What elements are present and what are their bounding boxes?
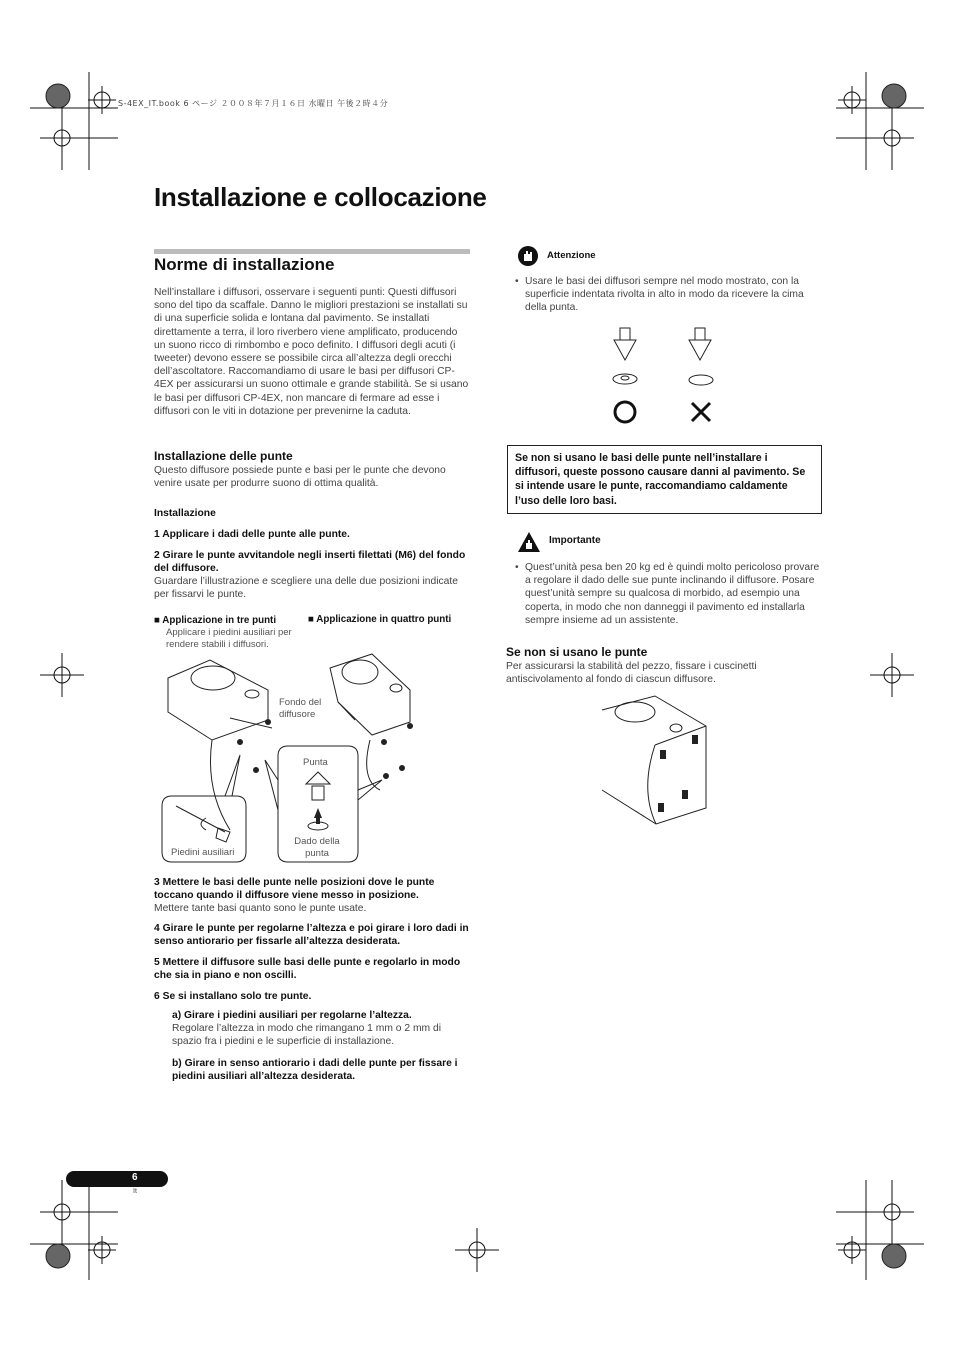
step-5: 5 Mettere il diffusore sulle basi delle punte e regolarlo in modo che sia in piano e non oscilli. [154,957,461,982]
fig-spike-label: Punta [303,757,328,768]
caution-bullet: • Usare le basi dei diffusori sempre nel modo mostrato, con la superficie indentata rivolta in alto in modo da ricevere la cima della punta. [515,275,820,315]
step-2: 2 Girare le punte avvitandole negli inserti filettati (M6) del fondo del diffusore. [154,550,466,575]
page-title: Installazione e collocazione [154,182,487,212]
step-2-note: Guardare l’illustrazione e scegliere una delle due posizioni indicate per fissarvi le punte. [154,576,458,601]
section-intro: Nell’installare i diffusori, osservare i seguenti punti: Questi diffusori sono del tipo da scaffale. Danno le migliori prestazioni se installati su di una superficie solida e lontana dal pavimento. Se installati direttamente a terra, il loro riverbero viene amplificato, producendo un suono ricco di rimbombo e poco definito. I diffusori degli acuti (i tweeter) devono essere se possibile circa all’altezza degli orecchi dell’ascoltatore. Raccomandiamo di usare le basi per diffusori CP-4EX per assicurarsi un suono ottimale e grande stabilità. Se si usano le basi per diffusori CP-4EX, non mancare di fermare ad esse i diffusori con le viti in dotazione per prevenirne la caduta. [154,287,469,417]
install-heading: Installazione [154,508,216,519]
page-badge [66,1171,168,1187]
step-6a: a) Girare i piedini ausiliari per regolarne l’altezza. [172,1010,412,1021]
spikes-heading: Installazione delle punte [154,449,293,463]
language-code: It [133,1188,137,1195]
fig-nut-label: Dado della punta [294,836,340,859]
page-number: 6 [132,1172,138,1183]
fig-aux-label: Piedini ausiliari [171,847,235,858]
app-three-label: ■ Applicazione in tre punti [154,615,277,626]
fig-bottom-label: Fondo del diffusore [279,697,322,720]
app-four-label: ■ Applicazione in quattro punti [308,614,452,625]
app-three-note: Applicare i piedini ausiliari per rendere stabili i diffusori. [166,627,292,650]
important-bullet-text: Quest’unità pesa ben 20 kg ed è quindi molto pericoloso provare a regolare il dado delle sue punte inclinando il diffusore. Posare quest’unità sempre su qualcosa di morbido, ad esempio una coperta, in modo che non danneggi il pavimento ed installarla sempre insieme ad un assistente. [525,562,820,626]
step-1: 1 Applicare i dadi delle punte alle punte. [154,529,350,540]
no-spikes-heading: Se non si usano le punte [506,645,648,659]
caution-label: Attenzione [547,250,596,261]
step-3-note: Mettere tante basi quanto sono le punte usate. [154,903,367,914]
app-three-text: Applicazione in tre punti [162,615,277,626]
step-6b: b) Girare in senso antiorario i dadi delle punte per fissare i piedini ausiliari all’altezza desiderata. [172,1058,458,1083]
section-title: Norme di installazione [154,255,335,274]
no-spikes-text: Per assicurarsi la stabilità del pezzo, fissare i cuscinetti antiscivolamento al fondo di ciascun diffusore. [506,661,757,686]
step-6: 6 Se si installano solo tre punte. [154,991,312,1002]
step-3: 3 Mettere le basi delle punte nelle posizioni dove le punte toccano quando il diffusore viene messo in posizione. [154,877,435,902]
step-4: 4 Girare le punte per regolarne l’altezza e poi girare i loro dadi in senso antiorario per fissarle all’altezza desiderata. [154,923,469,948]
warning-text: Se non si usano le basi delle punte nell’installare i diffusori, queste possono causare danni al pavimento. Se si intende usare le punte, raccomandiamo caldamente l’uso delle loro basi. [515,452,806,507]
spikes-text: Questo diffusore possiede punte e basi per le punte che devono venire usate per produrre suono di ottima qualità. [154,465,446,490]
caution-bullet-text: Usare le basi dei diffusori sempre nel modo mostrato, con la superficie indentata rivolta in alto in modo da ricevere la cima della punta. [525,276,804,314]
file-header: S-4EX_IT.book 6 ページ ２００８年７月１６日 水曜日 午後２時４分 [118,99,389,108]
step-6a-note: Regolare l’altezza in modo che rimangano 1 mm o 2 mm di spazio fra i piedini e le superficie di installazione. [172,1023,441,1048]
app-four-text: Applicazione in quattro punti [316,614,452,625]
important-label: Importante [549,535,601,546]
important-bullet: • Quest’unità pesa ben 20 kg ed è quindi molto pericoloso provare a regolare il dado delle sue punte inclinando il diffusore. Posare quest’unità sempre su qualcosa di morbido, ad esempio una coperta, in modo che non danneggi il pavimento ed installarla sempre insieme ad un assistente. [515,562,820,626]
